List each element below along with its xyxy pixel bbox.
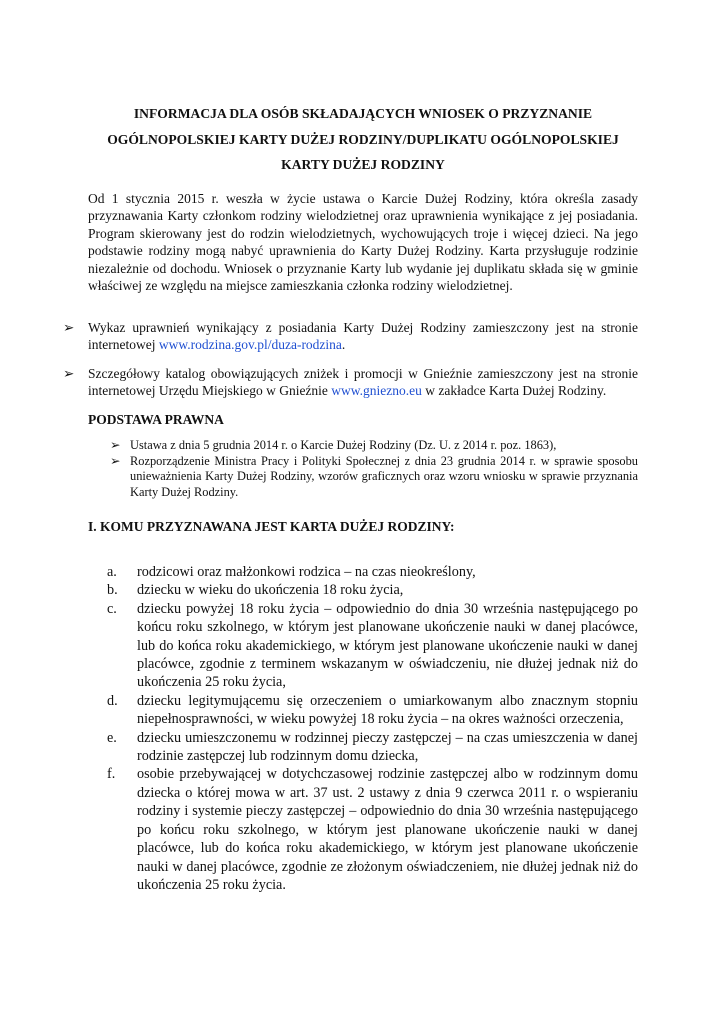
legal-basis-heading: PODSTAWA PRAWNA [88,412,224,427]
list-item-text: dziecku umieszczonemu w rodzinnej pieczy zastępczej – na czas umieszczenia w danej rodzinie zastępczej lub rodzinnym domu dziecka, [137,729,638,765]
bullet-catalog-end: w zakładce Karta Dużej Rodziny. [421,383,607,399]
section-1-heading: I. KOMU PRZYZNAWANA JEST KARTA DUŻEJ RODZINY: [88,519,455,534]
legal-item [110,438,638,454]
list-item [107,692,638,729]
list-item-letter: d. [107,692,118,709]
list-item-letter: a. [107,564,117,580]
list-item-text: dziecku legitymującemu się orzeczeniem o umiarkowanym albo znacznym stopniu niepełnosprawności, w wieku powyżej 18 roku życia – na okres ważności orzeczenia, [137,692,638,728]
legal-basis-list [110,438,638,500]
arrow-bullet-icon: ➢ [63,320,75,335]
list-item [107,581,638,599]
bullet-rights-end: . [341,337,346,353]
list-item [107,600,638,692]
list-item [107,729,638,766]
intro-paragraph: Od 1 stycznia 2015 r. weszła w życie ustawa o Karcie Dużej Rodziny, która określa zasady przyznawania Karty członkom rodziny wielodzietnej oraz uprawnienia wynikające z jej posiadania. Program skierowany jest do rodzin wielodzietnych, wychowujących troje i więcej dzieci. Na jego podstawie rodziny mogą nabyć uprawnienia do Karty Dużej Rodziny. Karta przysługuje rodzinie niezależnie od dochodu. Wniosek o przyznanie Karty lub wydanie jej duplikatu składa się w gminie właściwej ze względu na miejsce zamieszkania członka rodziny wielodzietnej. [88,191,638,294]
list-item-letter: c. [107,600,117,617]
list-item-letter: b. [107,582,118,599]
arrow-bullet-icon: ➢ [110,453,121,468]
title-line-1: INFORMACJA DLA OSÓB SKŁADAJĄCYCH WNIOSEK O PRZYZNANIE [133,106,593,121]
bullet-catalog [63,365,638,400]
list-item-text: osobie przebywającej w dotychczasowej rodzinie zastępczej albo w rodzinnym domu dziecka o której mowa w art. 37 ust. 2 ustawy z dnia 9 czerwca 2011 r. o wspieraniu rodziny i systemie pieczy zastępczej – odpowiednio do dnia 30 września następującego po końcu roku szkolnego, w którym jest planowane ukończenie nauki w danej placówce, lub do końca roku akademickiego, w którym jest planowane ukończenie nauki w danej placówce, zgodnie ze złożonym oświadczeniem, nie dłużej jednak niż do ukończenia 25 roku życia. [137,766,638,893]
list-item [107,765,638,894]
bullet-rights-text: Wykaz uprawnień wynikający z posiadania Karty Dużej Rodziny zamieszczony jest na stronie internetowej [88,320,638,353]
list-item-letter: e. [107,729,117,746]
list-item-text: dziecku w wieku do ukończenia 18 roku życia, [137,582,404,599]
legal-item-text: Ustawa z dnia 5 grudnia 2014 r. o Karcie Dużej Rodziny (Dz. U. z 2014 r. poz. 1863), [130,438,557,452]
title-line-2: OGÓLNOPOLSKIEJ KARTY DUŻEJ RODZINY/DUPLIKATU OGÓLNOPOLSKIEJ [107,131,619,147]
bullet-catalog-text: Szczegółowy katalog obowiązujących zniżek i promocji w Gnieźnie zamieszczony jest na stronie internetowej Urzędu Miejskiego w Gnieźnie [88,365,638,399]
arrow-bullet-icon: ➢ [110,438,121,452]
list-item-text: dziecku powyżej 18 roku życia – odpowiednio do dnia 30 września następującego po końcu roku szkolnego, w którym jest planowane ukończenie nauki w danej placówce, lub do końca roku akademickiego, w którym jest planowane ukończenie nauki w danej placówce, zgodnie z terminem wskazanym w oświadczeniu, nie dłużej jednak niż do ukończenia 25 roku życia, [137,600,638,691]
list-item-text: rodzicowi oraz małżonkowi rodzica – na czas nieokreślony, [137,564,476,580]
rodzina-link[interactable]: www.rodzina.gov.pl/duza-rodzina [158,337,342,353]
bullet-rights [63,319,638,354]
gniezno-link[interactable]: www.gniezno.eu [331,383,422,399]
page-title [88,101,638,178]
title-line-3: KARTY DUŻEJ RODZINY [281,157,445,172]
eligibility-list [107,563,638,894]
list-item-letter: f. [107,766,116,783]
list-item [107,563,638,581]
arrow-bullet-icon: ➢ [63,365,75,381]
legal-item [110,454,638,501]
info-bullets [63,319,638,411]
legal-item-text: Rozporządzenie Ministra Pracy i Polityki Społecznej z dnia 23 grudnia 2014 r. w sprawie sposobu unieważnienia Karty Dużej Rodziny, wzorów graficznych oraz wzoru wniosku w sprawie przyznania Karty Dużej Rodziny. [130,453,638,499]
